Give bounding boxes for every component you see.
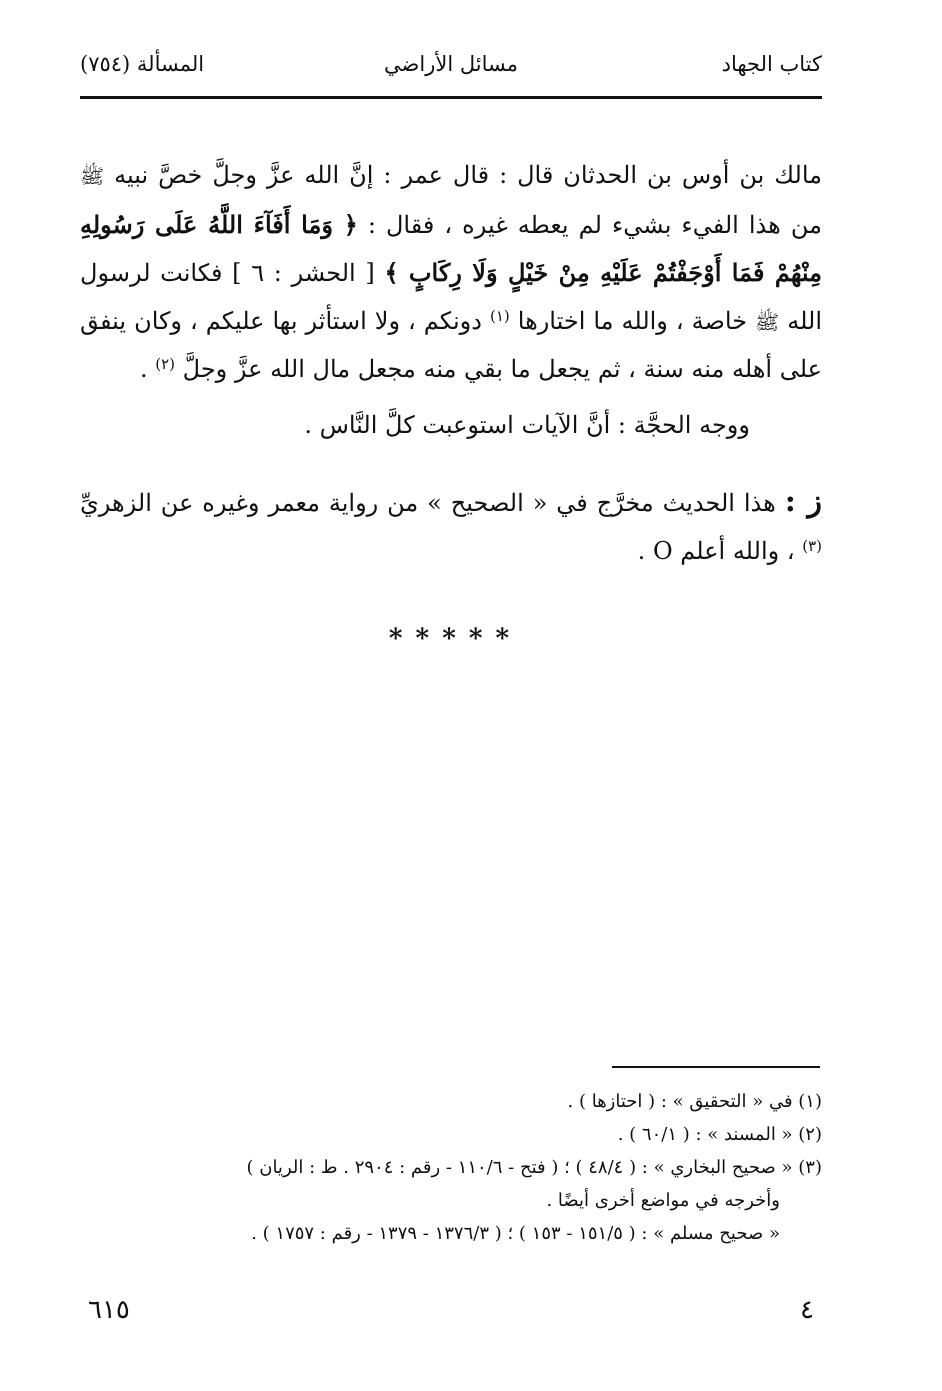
footnote-divider — [612, 1066, 820, 1068]
hadith-text-1: مالك بن أوس بن الحدثان قال : قال عمر : إنَّ الله عزَّ وجلَّ خصَّ نبيه — [114, 161, 822, 189]
verse-reference: [ الحشر : ٦ ] — [232, 259, 375, 287]
footnote-2: (٢) « المسند » : ( ٦٠/١ ) . — [617, 1124, 822, 1145]
commentary-text-1: هذا الحديث مخرَّج في « الصحيح » من رواية معمر وغيره عن الزهريِّ — [80, 489, 776, 517]
footnote-marker-1[interactable]: (١) — [489, 306, 510, 325]
hadith-text-3: فكانت لرسول الله — [80, 259, 822, 335]
header-book-title: كتاب الجهاد — [721, 52, 822, 76]
footnotes — [80, 1085, 822, 1250]
footnote-marker-3[interactable]: (٣) — [802, 537, 822, 555]
quran-verse: ﴿ وَمَا أَفَآءَ اللَّهُ عَلَى رَسُولِهِ مِنْهُمْ فَمَا أَوْجَفْتُمْ عَلَيْهِ مِنْ خَيْلٍ وَلَا رِكَابٍ ﴾ — [80, 209, 822, 287]
circle-end-mark: O — [652, 537, 673, 565]
hadith-end: . — [139, 355, 148, 383]
honorific-glyph: ﷺ — [80, 164, 105, 188]
footnote-marker-2[interactable]: (٢) — [155, 355, 176, 373]
commentary-marker: ز : — [784, 484, 822, 519]
paragraph-hadith — [80, 152, 822, 394]
hadith-text-4: خاصة ، والله ما اختارها — [517, 306, 748, 335]
argument-text: ووجه الحجَّة : أنَّ الآيات استوعبت كلَّ النَّاس . — [304, 411, 750, 439]
commentary-text-2: ، والله أعلم — [680, 537, 795, 565]
running-header — [80, 52, 822, 92]
header-divider — [80, 96, 822, 99]
page-number: ٦١٥ — [88, 1295, 130, 1325]
header-topic: مسائل الأراضي — [384, 52, 518, 76]
paragraph-commentary — [80, 478, 822, 575]
footnote-3: (٣) « صحيح البخاري » : ( ٤٨/٤ ) ؛ ( فتح - ١١٠/٦ - رقم : ٢٩٠٤ . ط : الريان ) — [246, 1157, 822, 1178]
hadith-text-5: دونكم ، ولا استأثر بها عليكم ، وكان ينفق على أهله منه سنة ، ثم يجعل ما بقي منه مجعل مال الله عزَّ وجلَّ — [80, 306, 822, 383]
footnote-3-muslim: « صحيح مسلم » : ( ١٥١/٥ - ١٥٣ ) ؛ ( ١٣٧٦/٣ - ١٣٧٩ - رقم : ١٧٥٧ ) . — [251, 1223, 780, 1244]
commentary-end: . — [637, 537, 646, 565]
footnote-1: (١) في « التحقيق » : ( احتازها ) . — [567, 1091, 822, 1112]
volume-number: ٤ — [800, 1295, 814, 1325]
section-separator: * * * * * — [388, 624, 512, 654]
header-issue-number: المسألة (٧٥٤) — [80, 52, 205, 76]
honorific-glyph-2: ﷺ — [755, 309, 780, 334]
hadith-text-2: من هذا الفيء بشيء لم يعطه غيره ، فقال : — [367, 210, 822, 239]
paragraph-argument — [80, 402, 822, 449]
footnote-3-continued: وأخرجه في مواضع أخرى أيضًا . — [546, 1190, 780, 1211]
